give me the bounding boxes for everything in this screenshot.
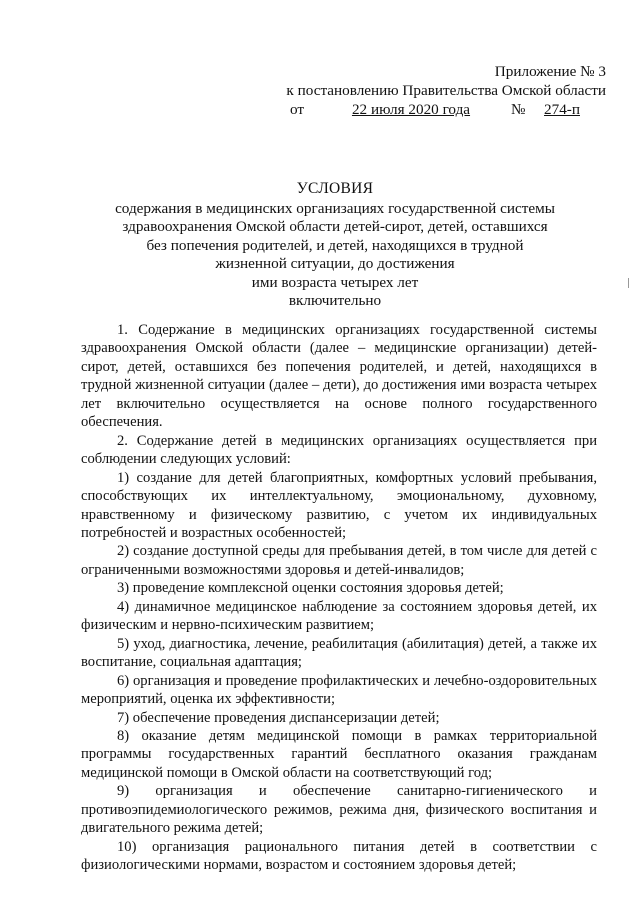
paragraph: 7) обеспечение проведения диспансеризации детей; bbox=[117, 709, 440, 726]
document-body bbox=[81, 321, 597, 875]
paragraph: 2) создание доступной среды для пребывания детей, в том числе для детей с ограниченными возможностями здоровья и детей-инвалидов; bbox=[81, 543, 597, 578]
paragraph: 9) организация и обеспечение санитарно-гигиенического и противоэпидемиологического режимов, режима дня, физического воспитания и двигательного режима детей; bbox=[81, 783, 597, 837]
title-line: ими возраста четырех лет bbox=[251, 273, 419, 291]
appendix-number: Приложение № 3 bbox=[494, 63, 606, 80]
appendix-header bbox=[270, 62, 606, 119]
title-line: без попечения родителей, и детей, находящихся в трудной bbox=[146, 236, 524, 254]
title-line: здравоохранения Омской области детей-сирот, детей, оставшихся bbox=[122, 218, 548, 235]
resolution-date: 22 июля 2020 года bbox=[351, 101, 471, 118]
paragraph: 4) динамичное медицинское наблюдение за состоянием здоровья детей, их физическим и нервно-психическим развитием; bbox=[81, 598, 597, 634]
appendix-date-line bbox=[270, 100, 606, 119]
document-title bbox=[80, 180, 590, 311]
resolution-number: 274-п bbox=[544, 101, 580, 118]
title-heading: УСЛОВИЯ bbox=[296, 180, 374, 197]
number-label: № bbox=[511, 101, 526, 118]
paragraph: 8) оказание детям медицинской помощи в рамках территориальной программы государственных гарантий бесплатного оказания гражданам медицинской помощи в Омской области на соответствующий год; bbox=[81, 727, 597, 781]
paragraph: 1) создание для детей благоприятных, комфортных условий пребывания, способствующих их интеллектуальному, эмоциональному, духовному, нравственному и физическому развитию, с учетом их индивидуальных потребностей и возрастных особенностей; bbox=[81, 469, 597, 541]
paragraph: 10) организация рационального питания детей в соответствии с физиологическими нормами, возрастом и состоянием здоровья детей; bbox=[81, 838, 597, 874]
title-line: жизненной ситуации, до достижения bbox=[215, 255, 455, 272]
paragraph: 2. Содержание детей в медицинских организациях осуществляется при соблюдении следующих условий: bbox=[81, 432, 597, 468]
date-from-label: от bbox=[290, 101, 305, 118]
paragraph: 5) уход, диагностика, лечение, реабилитация (абилитация) детей, а также их воспитание, социальная адаптация; bbox=[81, 635, 597, 671]
appendix-resolution: к постановлению Правительства Омской области bbox=[286, 82, 606, 99]
paragraph: 1. Содержание в медицинских организациях государственной системы здравоохранения Омской области (далее – медицинские организации) детей-сирот, детей, оставшихся без попечения родителей, и детей, находящихся в трудной жизненной ситуации (далее – дети), до достижения ими возраста четырех лет включительно осуществляется на основе полного государственного обеспечения. bbox=[81, 322, 597, 431]
title-line: включительно bbox=[288, 292, 382, 309]
paragraph: 6) организация и проведение профилактических и лечебно-оздоровительных мероприятий, оценка их эффективности; bbox=[81, 672, 597, 708]
scan-mark bbox=[628, 278, 629, 288]
paragraph: 3) проведение комплексной оценки состояния здоровья детей; bbox=[117, 580, 504, 597]
title-line: содержания в медицинских организациях государственной системы bbox=[115, 199, 555, 217]
